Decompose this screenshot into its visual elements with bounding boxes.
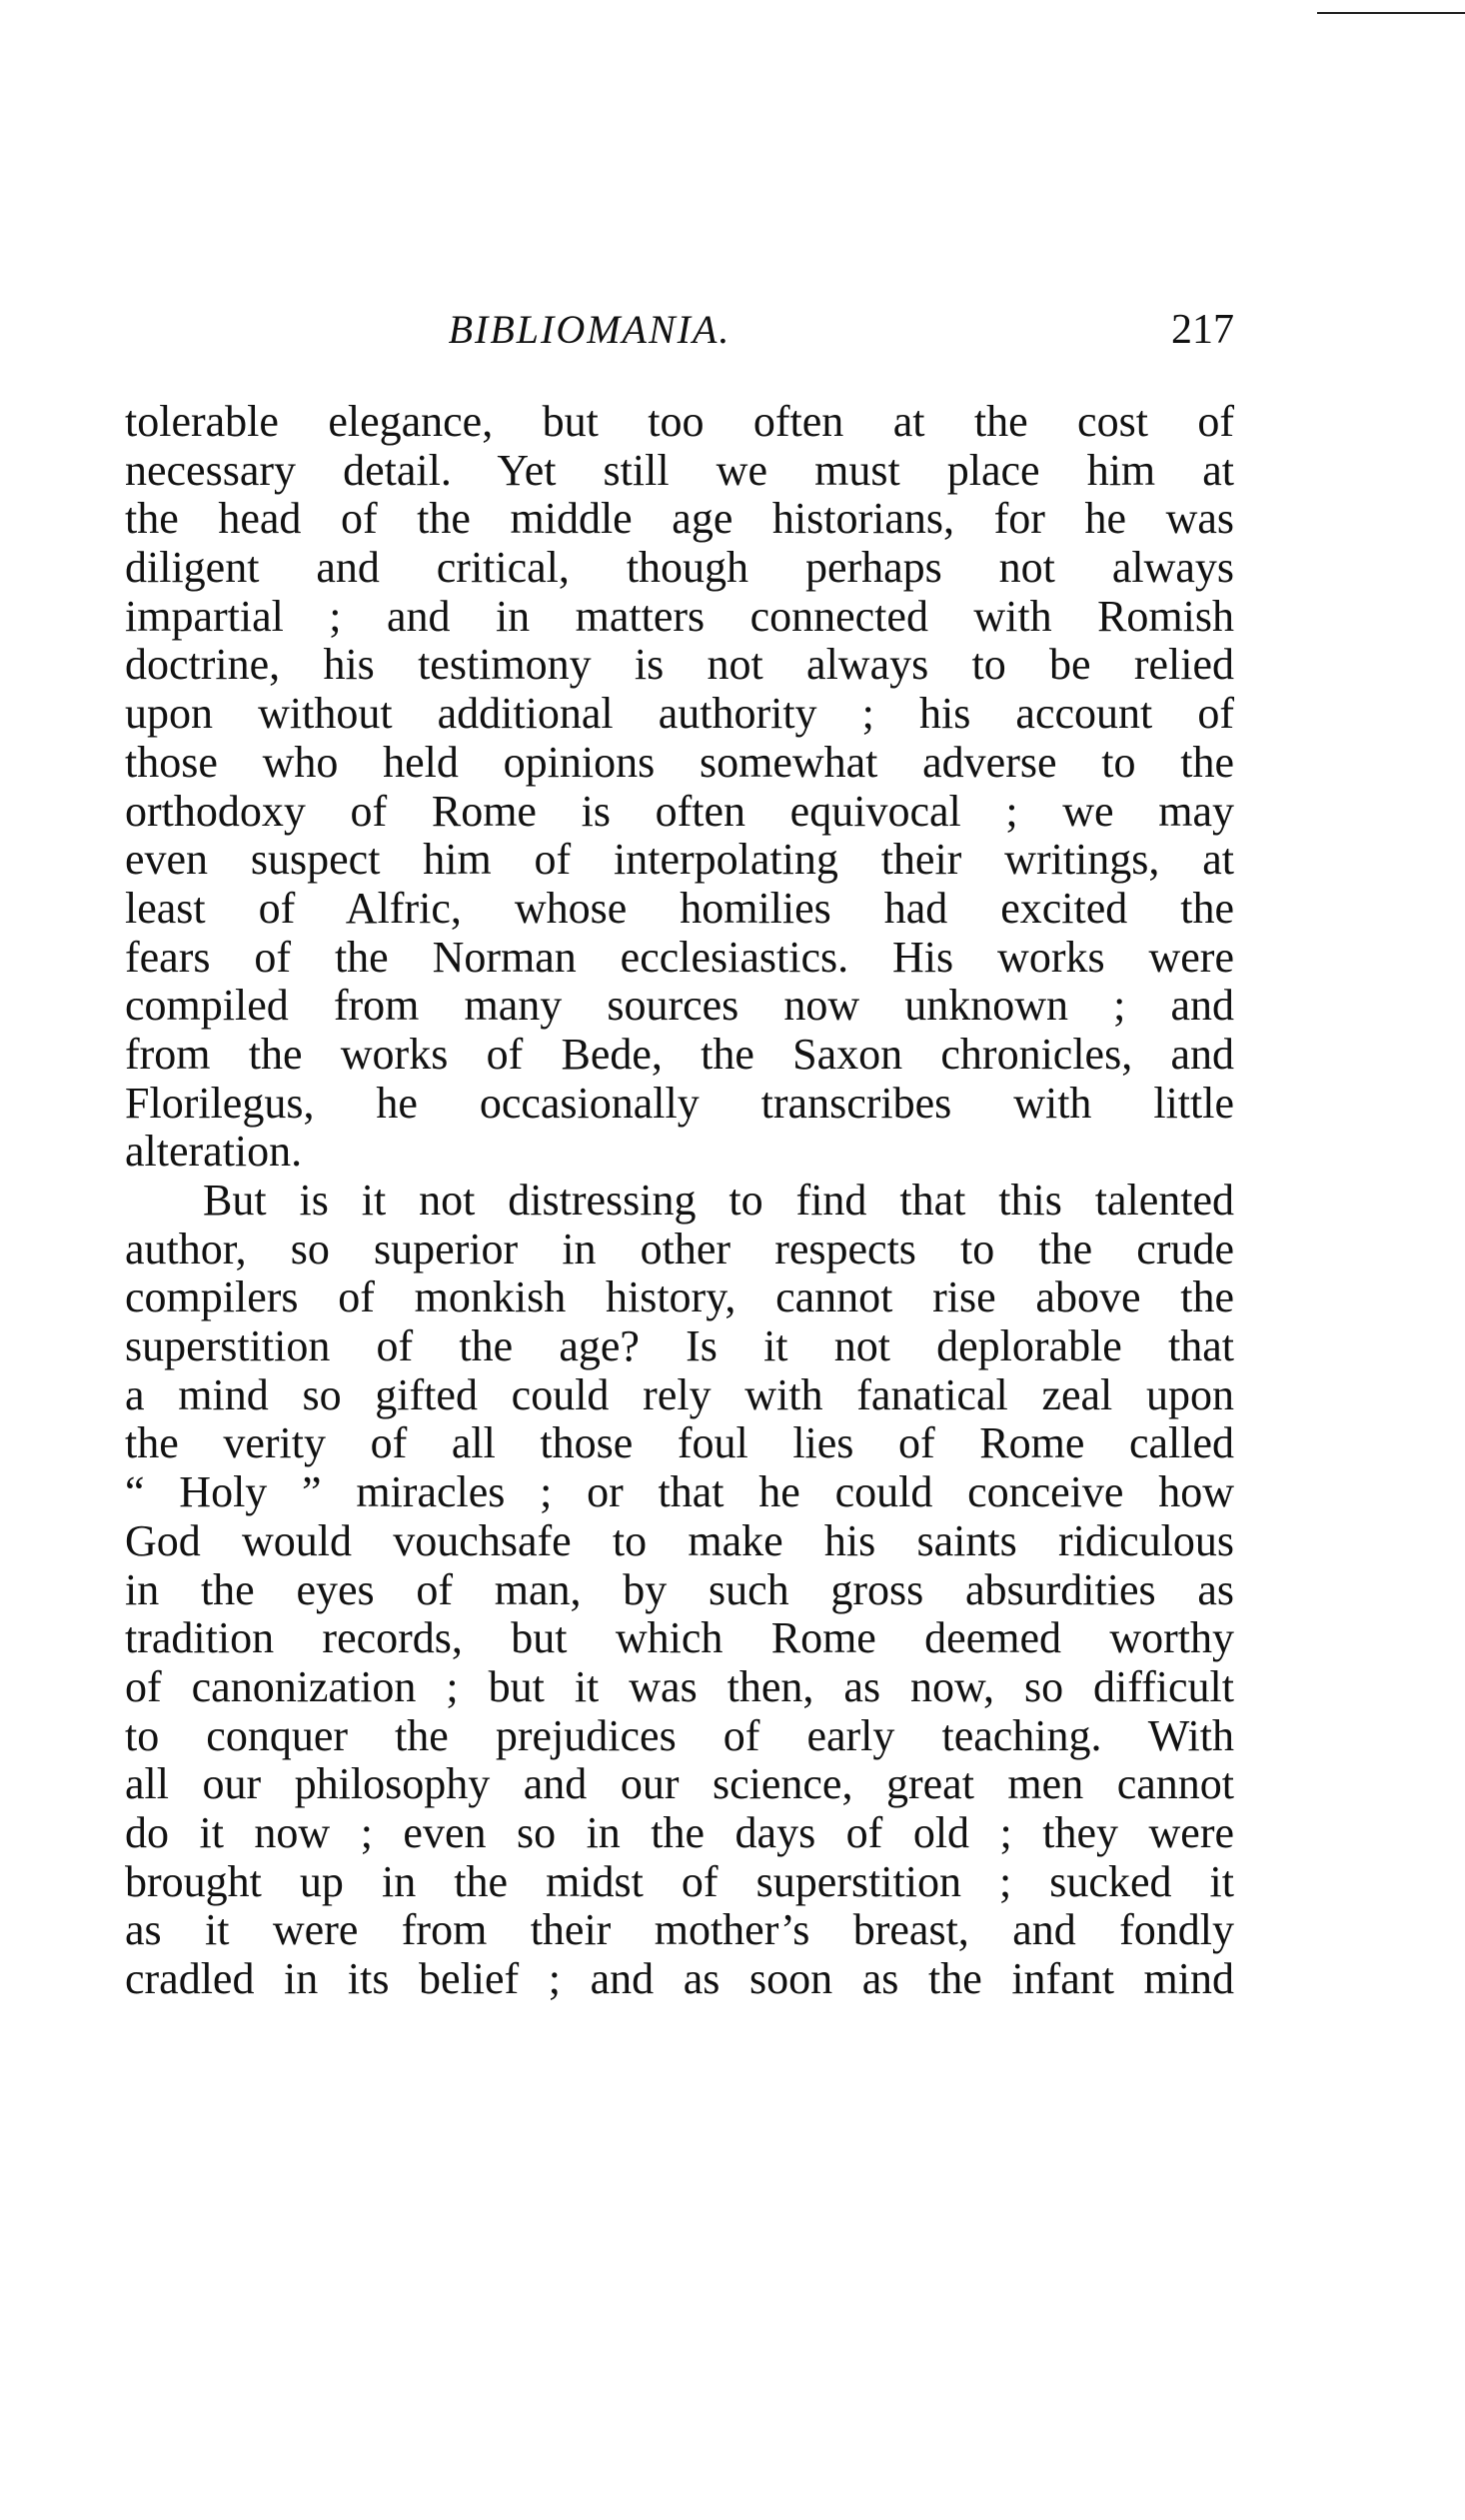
text-line: author, so superior in other respects to the crude (125, 1224, 1234, 1273)
text-line: impartial ; and in matters connected with Romish (125, 591, 1234, 641)
text-line: doctrine, his testimony is not always to be relied (125, 640, 1234, 690)
text-line: as it were from their mother’s breast, and fondly (125, 1905, 1234, 1955)
text-line: in the eyes of man, by such gross absurdities as (125, 1564, 1234, 1614)
text-line: necessary detail. Yet still we must place him at (125, 445, 1234, 495)
text-line: upon without additional authority ; his account of (125, 689, 1234, 739)
text-line: do it now ; even so in the days of old ; they were (125, 1807, 1234, 1857)
text-line: of canonization ; but it was then, as now, so difficult (125, 1661, 1234, 1711)
text-line: orthodoxy of Rome is often equivocal ; we may (125, 786, 1234, 836)
text-line: brought up in the midst of superstition ; sucked it (125, 1856, 1234, 1906)
text-line: to conquer the prejudices of early teaching. With (125, 1710, 1234, 1760)
page-body (125, 398, 1234, 2004)
running-title: BIBLIOMANIA. (448, 307, 732, 352)
text-line: superstition of the age? Is it not deplorable that (125, 1321, 1234, 1371)
text-line: the verity of all those foul lies of Rome called (125, 1418, 1234, 1468)
page-number: 217 (1171, 307, 1234, 353)
text-line: all our philosophy and our science, great men cannot (125, 1759, 1234, 1809)
text-line: But is it not distressing to find that this talented (203, 1176, 1234, 1225)
text-line: God would vouchsafe to make his saints ridiculous (125, 1515, 1234, 1565)
running-head (125, 300, 1234, 360)
text-line: alteration. (125, 1127, 303, 1177)
text-line: from the works of Bede, the Saxon chronicles, and (125, 1029, 1234, 1079)
text-line: least of Alfric, whose homilies had excited the (125, 883, 1234, 933)
text-line: the head of the middle age historians, for he was (125, 494, 1234, 544)
text-line: compilers of monkish history, cannot rise above the (125, 1272, 1234, 1322)
text-line: “ Holy ” miracles ; or that he could conceive how (125, 1467, 1234, 1517)
text-line: Florilegus, he occasionally transcribes with little (125, 1078, 1234, 1128)
text-line: tradition records, but which Rome deemed worthy (125, 1613, 1234, 1663)
text-line: cradled in its belief ; and as soon as the infant mind (125, 1954, 1234, 2003)
text-line: compiled from many sources now unknown ; and (125, 981, 1234, 1031)
text-line: even suspect him of interpolating their writings, at (125, 835, 1234, 885)
text-line: tolerable elegance, but too often at the cost of (125, 397, 1234, 446)
text-line: diligent and critical, though perhaps not always (125, 543, 1234, 593)
text-line: a mind so gifted could rely with fanatical zeal upon (125, 1369, 1234, 1419)
text-line: those who held opinions somewhat adverse to the (125, 737, 1234, 787)
text-line: fears of the Norman ecclesiastics. His works were (125, 932, 1234, 982)
scan-edge-rule (1317, 12, 1465, 14)
